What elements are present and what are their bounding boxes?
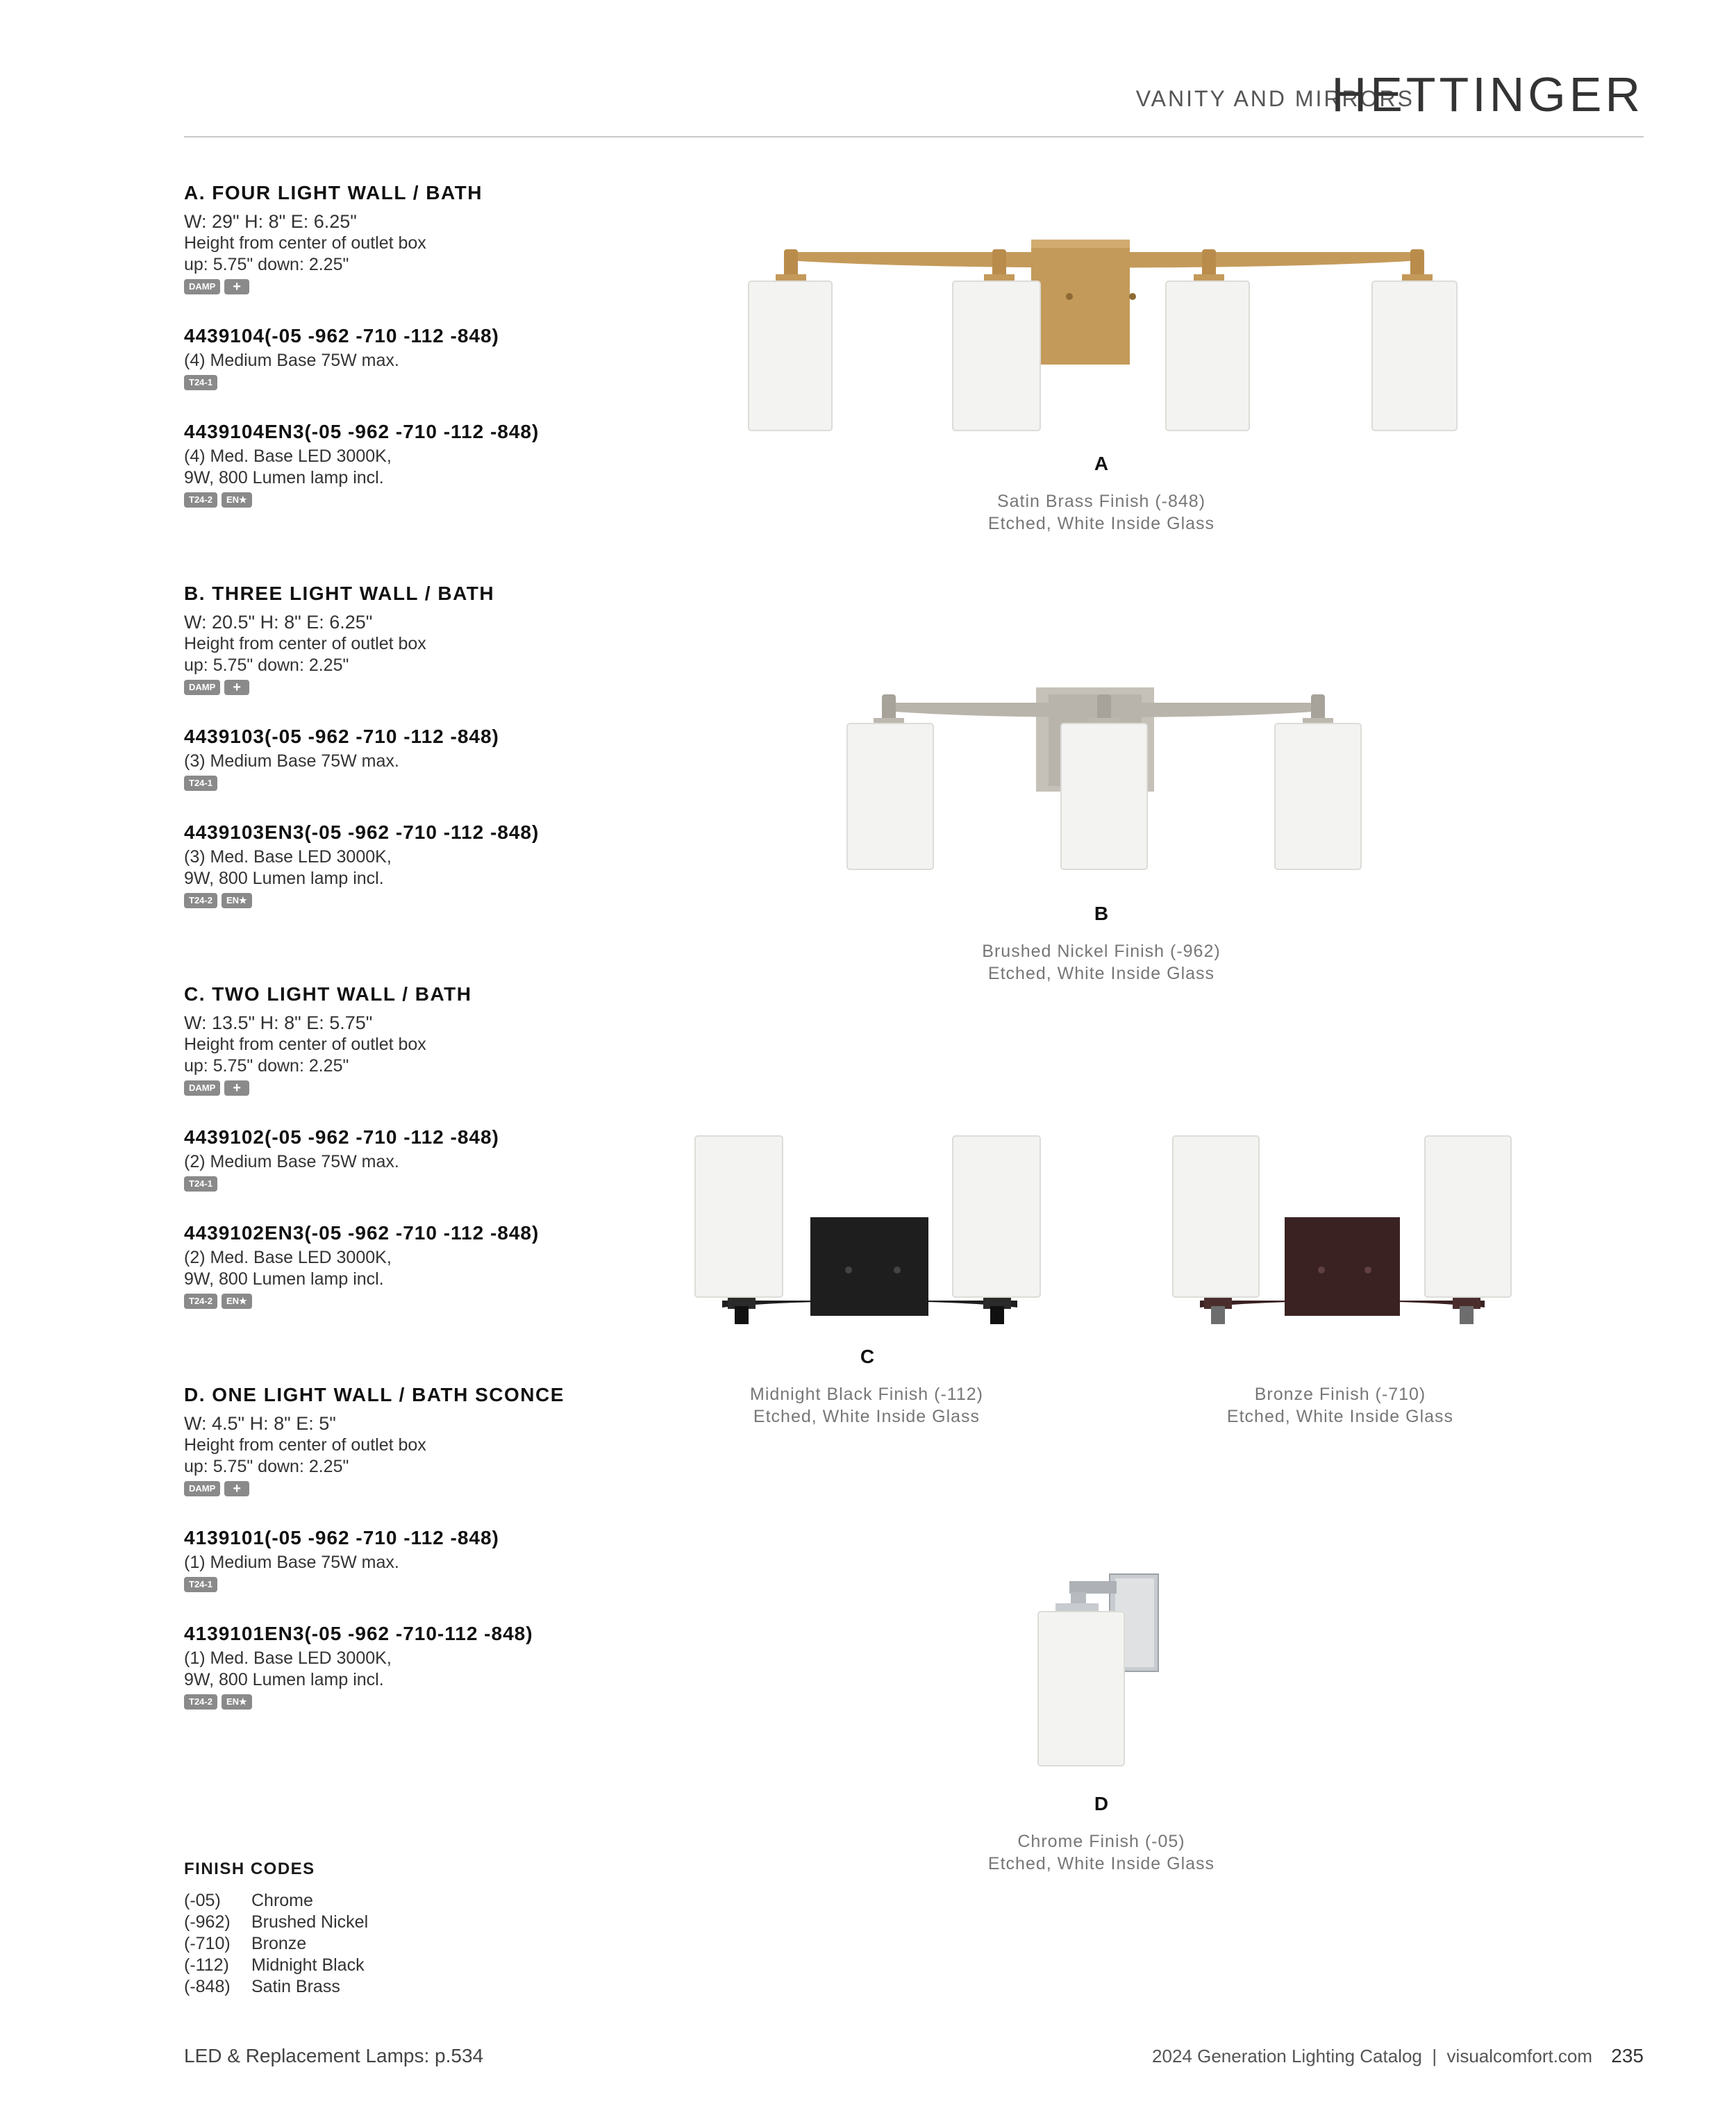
finish-code-row: [184, 1912, 368, 1933]
finish-name: Satin Brass: [251, 1977, 340, 1996]
outlet-note: Height from center of outlet box: [184, 233, 426, 253]
finish-code-row: [184, 1976, 368, 1998]
model-number-led: 4439102EN3(-05 -962 -710 -112 -848): [184, 1222, 540, 1244]
finish-codes-list: [184, 1890, 368, 1998]
finish-codes-title: FINISH CODES: [184, 1860, 315, 1878]
glass-caption: Etched, White Inside Glass: [987, 514, 1215, 533]
model-number: 4439104(-05 -962 -710 -112 -848): [184, 325, 499, 346]
section-category: VANITY AND MIRRORS: [1135, 86, 1414, 111]
outlet-note: Height from center of outlet box: [184, 1435, 426, 1455]
product-title: D. ONE LIGHT WALL / BATH SCONCE: [184, 1384, 565, 1405]
product-title: B. THREE LIGHT WALL / BATH: [184, 583, 495, 604]
energy-star-badge: EN★: [222, 492, 252, 508]
finish-code: (-710): [184, 1934, 231, 1953]
image-caption: [928, 490, 1275, 535]
t24-2-badge: T24-2: [184, 893, 217, 908]
product-a-image: [746, 240, 1462, 437]
image-letter: A: [1094, 453, 1109, 474]
product-a-specs: [184, 182, 615, 508]
finish-name: Brushed Nickel: [251, 1912, 369, 1932]
finish-code: (-112): [184, 1955, 229, 1975]
rating-badges: [184, 1176, 615, 1192]
lamp-spec: 9W, 800 Lumen lamp incl.: [184, 468, 384, 487]
model-number: 4439102(-05 -962 -710 -112 -848): [184, 1126, 499, 1148]
finish-caption: Midnight Black Finish (-112): [750, 1385, 983, 1404]
lamp-spec: (1) Med. Base LED 3000K,: [184, 1648, 392, 1668]
image-caption: [1167, 1383, 1514, 1428]
lamp-spec: (2) Med. Base LED 3000K,: [184, 1248, 392, 1267]
outlet-note: Height from center of outlet box: [184, 1035, 426, 1054]
rating-badges: [184, 1577, 615, 1592]
up-down-note: up: 5.75" down: 2.25": [184, 655, 349, 675]
product-c-black-image: [694, 1135, 1045, 1326]
glass-caption: Etched, White Inside Glass: [987, 964, 1215, 983]
glass-caption: Etched, White Inside Glass: [1226, 1407, 1454, 1426]
lamp-spec: (4) Medium Base 75W max.: [184, 351, 399, 370]
product-title: C. TWO LIGHT WALL / BATH: [184, 983, 472, 1005]
lamp-spec: (3) Medium Base 75W max.: [184, 751, 399, 771]
rating-badges: [184, 1294, 615, 1309]
up-down-note: up: 5.75" down: 2.25": [184, 1457, 349, 1476]
rating-badges: [184, 375, 615, 390]
dimensions: W: 29" H: 8" E: 6.25": [184, 211, 357, 232]
up-down-note: up: 5.75" down: 2.25": [184, 255, 349, 274]
finish-code-row: [184, 1890, 368, 1912]
product-d-image: [1035, 1573, 1167, 1771]
product-c-bronze-image: [1172, 1135, 1512, 1326]
t24-2-badge: T24-2: [184, 1294, 217, 1309]
finish-caption: Bronze Finish (-710): [1254, 1385, 1426, 1404]
rating-badges: [184, 776, 615, 791]
t24-2-badge: T24-2: [184, 1694, 217, 1710]
rating-badges: [184, 893, 615, 908]
plus-badge: +: [224, 680, 249, 695]
t24-1-badge: T24-1: [184, 1577, 217, 1592]
product-d-specs: [184, 1384, 615, 1710]
lamp-spec: (3) Med. Base LED 3000K,: [184, 847, 392, 867]
header-divider: [184, 136, 1644, 137]
finish-code: (-962): [184, 1912, 231, 1932]
energy-star-badge: EN★: [222, 1294, 252, 1309]
lamp-spec: (1) Medium Base 75W max.: [184, 1553, 399, 1572]
page-title: HETTINGER: [1331, 67, 1644, 122]
finish-name: Chrome: [251, 1891, 313, 1910]
finish-code-row: [184, 1933, 368, 1955]
dimensions: W: 13.5" H: 8" E: 5.75": [184, 1012, 373, 1033]
dimensions: W: 20.5" H: 8" E: 6.25": [184, 612, 373, 633]
t24-1-badge: T24-1: [184, 776, 217, 791]
rating-badges: [184, 1481, 615, 1496]
rating-badges: [184, 1694, 615, 1710]
rating-badges: [184, 492, 615, 508]
image-letter: D: [1094, 1793, 1109, 1814]
finish-name: Midnight Black: [251, 1955, 365, 1975]
t24-1-badge: T24-1: [184, 1176, 217, 1192]
image-letter: B: [1094, 903, 1109, 924]
dimensions: W: 4.5" H: 8" E: 5": [184, 1413, 336, 1434]
damp-badge: DAMP: [184, 1481, 220, 1496]
image-caption: [928, 940, 1275, 985]
image-caption: [693, 1383, 1040, 1428]
model-number: 4439103(-05 -962 -710 -112 -848): [184, 726, 499, 747]
finish-code: (-848): [184, 1977, 231, 1996]
product-title: A. FOUR LIGHT WALL / BATH: [184, 182, 483, 203]
damp-badge: DAMP: [184, 1080, 220, 1096]
footer-catalog-info: [1152, 2045, 1644, 2067]
energy-star-badge: EN★: [222, 1694, 252, 1710]
plus-badge: +: [224, 1481, 249, 1496]
footer-catalog-text: 2024 Generation Lighting Catalog | visualcomfort.com: [1152, 2046, 1593, 2066]
finish-name: Bronze: [251, 1934, 307, 1953]
image-letter: C: [860, 1346, 875, 1367]
energy-star-badge: EN★: [222, 893, 252, 908]
glass-caption: Etched, White Inside Glass: [753, 1407, 980, 1426]
outlet-note: Height from center of outlet box: [184, 634, 426, 653]
product-c-specs: [184, 983, 615, 1309]
product-b-image: [847, 687, 1361, 878]
page-number: 235: [1611, 2045, 1644, 2066]
image-caption: [928, 1830, 1275, 1875]
model-number-led: 4439103EN3(-05 -962 -710 -112 -848): [184, 821, 540, 843]
lamp-spec: 9W, 800 Lumen lamp incl.: [184, 1670, 384, 1689]
lamp-spec: 9W, 800 Lumen lamp incl.: [184, 869, 384, 888]
glass-caption: Etched, White Inside Glass: [987, 1854, 1215, 1873]
finish-caption: Brushed Nickel Finish (-962): [982, 942, 1221, 961]
footer-lamps-reference: LED & Replacement Lamps: p.534: [184, 2045, 484, 2066]
model-number: 4139101(-05 -962 -710 -112 -848): [184, 1527, 499, 1548]
damp-badge: DAMP: [184, 279, 220, 294]
lamp-spec: (4) Med. Base LED 3000K,: [184, 446, 392, 466]
product-specs: [184, 182, 615, 1710]
finish-code-row: [184, 1955, 368, 1976]
finish-caption: Chrome Finish (-05): [1017, 1832, 1185, 1851]
t24-1-badge: T24-1: [184, 375, 217, 390]
model-number-led: 4139101EN3(-05 -962 -710-112 -848): [184, 1623, 533, 1644]
t24-2-badge: T24-2: [184, 492, 217, 508]
plus-badge: +: [224, 279, 249, 294]
rating-badges: [184, 279, 615, 294]
rating-badges: [184, 680, 615, 695]
finish-caption: Satin Brass Finish (-848): [996, 492, 1206, 511]
lamp-spec: 9W, 800 Lumen lamp incl.: [184, 1269, 384, 1289]
product-b-specs: [184, 583, 615, 908]
model-number-led: 4439104EN3(-05 -962 -710 -112 -848): [184, 421, 540, 442]
up-down-note: up: 5.75" down: 2.25": [184, 1056, 349, 1076]
damp-badge: DAMP: [184, 680, 220, 695]
plus-badge: +: [224, 1080, 249, 1096]
rating-badges: [184, 1080, 615, 1096]
lamp-spec: (2) Medium Base 75W max.: [184, 1152, 399, 1171]
finish-code: (-05): [184, 1891, 221, 1910]
